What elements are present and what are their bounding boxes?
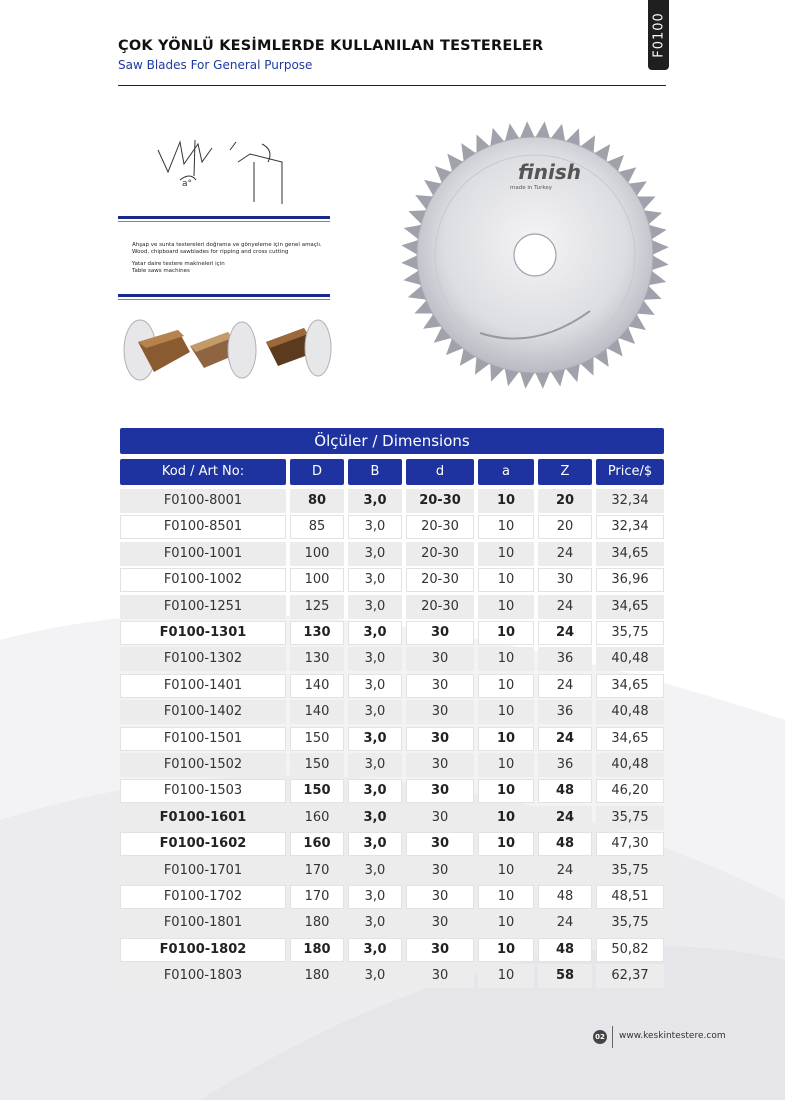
- cell-D: 180: [290, 964, 344, 988]
- cell-a: 10: [478, 621, 534, 645]
- table-row: [0, 832, 785, 856]
- cell-D: 150: [290, 727, 344, 751]
- table-row: [0, 938, 785, 962]
- cell-D: 130: [290, 621, 344, 645]
- cell-B: 3,0: [348, 885, 402, 909]
- cell-code: F0100-1251: [120, 595, 286, 619]
- cell-a: 10: [478, 700, 534, 724]
- cell-price: 32,34: [596, 515, 664, 539]
- cell-D: 160: [290, 806, 344, 830]
- cell-code: F0100-1602: [120, 832, 286, 856]
- website-link[interactable]: www.keskintestere.com: [619, 1031, 726, 1041]
- table-row: [0, 515, 785, 539]
- cell-code: F0100-8501: [120, 515, 286, 539]
- cell-Z: 48: [538, 832, 592, 856]
- cell-code: F0100-1002: [120, 568, 286, 592]
- table-row: [0, 542, 785, 566]
- cell-d: 30: [406, 806, 474, 830]
- cell-a: 10: [478, 674, 534, 698]
- wood-samples-illustration: [118, 312, 333, 384]
- cell-price: 34,65: [596, 727, 664, 751]
- cell-d: 20-30: [406, 568, 474, 592]
- cell-B: 3,0: [348, 779, 402, 803]
- product-code: F0100: [651, 12, 666, 58]
- divider-bars-top: [118, 216, 330, 225]
- table-row: [0, 859, 785, 883]
- cell-price: 40,48: [596, 647, 664, 671]
- cell-code: F0100-1301: [120, 621, 286, 645]
- cell-d: 30: [406, 938, 474, 962]
- cell-Z: 20: [538, 489, 592, 513]
- cell-price: 46,20: [596, 779, 664, 803]
- cell-price: 48,51: [596, 885, 664, 909]
- cell-code: F0100-1001: [120, 542, 286, 566]
- cell-a: 10: [478, 515, 534, 539]
- cell-a: 10: [478, 832, 534, 856]
- cell-Z: 48: [538, 779, 592, 803]
- cell-price: 36,96: [596, 568, 664, 592]
- cell-B: 3,0: [348, 911, 402, 935]
- saw-blade-image: [400, 115, 670, 395]
- column-header: D: [290, 459, 344, 485]
- cell-D: 125: [290, 595, 344, 619]
- cell-B: 3,0: [348, 542, 402, 566]
- cell-Z: 36: [538, 700, 592, 724]
- dimensions-title: Ölçüler / Dimensions: [120, 428, 664, 454]
- cell-code: F0100-1503: [120, 779, 286, 803]
- page-title: ÇOK YÖNLÜ KESİMLERDE KULLANILAN TESTERELER: [118, 38, 544, 54]
- tooth-geometry-sketch: [150, 132, 300, 210]
- table-row: [0, 647, 785, 671]
- cell-code: F0100-1302: [120, 647, 286, 671]
- saw-tooth: [535, 121, 550, 139]
- cell-price: 40,48: [596, 753, 664, 777]
- cell-a: 10: [478, 779, 534, 803]
- cell-D: 170: [290, 885, 344, 909]
- cell-a: 10: [478, 859, 534, 883]
- cell-code: F0100-1502: [120, 753, 286, 777]
- cell-B: 3,0: [348, 674, 402, 698]
- cell-B: 3,0: [348, 806, 402, 830]
- table-row: [0, 806, 785, 830]
- page-number: 02: [593, 1030, 607, 1044]
- cell-B: 3,0: [348, 621, 402, 645]
- cell-code: F0100-1803: [120, 964, 286, 988]
- angle-label: a°: [182, 179, 193, 189]
- cell-code: F0100-8001: [120, 489, 286, 513]
- cell-Z: 24: [538, 595, 592, 619]
- cell-d: 30: [406, 859, 474, 883]
- cell-D: 180: [290, 911, 344, 935]
- cell-D: 150: [290, 779, 344, 803]
- cell-Z: 24: [538, 859, 592, 883]
- cell-B: 3,0: [348, 489, 402, 513]
- cell-code: F0100-1401: [120, 674, 286, 698]
- cell-D: 100: [290, 568, 344, 592]
- cell-price: 34,65: [596, 542, 664, 566]
- cell-D: 170: [290, 859, 344, 883]
- cell-a: 10: [478, 568, 534, 592]
- column-header: a: [478, 459, 534, 485]
- table-row: [0, 779, 785, 803]
- saw-tooth: [535, 371, 550, 389]
- column-header: Z: [538, 459, 592, 485]
- cell-a: 10: [478, 727, 534, 751]
- cell-price: 35,75: [596, 859, 664, 883]
- cell-code: F0100-1601: [120, 806, 286, 830]
- saw-tooth: [651, 255, 669, 270]
- table-row: [0, 911, 785, 935]
- cell-B: 3,0: [348, 515, 402, 539]
- cell-d: 20-30: [406, 515, 474, 539]
- cell-Z: 36: [538, 647, 592, 671]
- cell-code: F0100-1802: [120, 938, 286, 962]
- cell-price: 34,65: [596, 595, 664, 619]
- cell-d: 30: [406, 779, 474, 803]
- cell-d: 30: [406, 674, 474, 698]
- column-header: Price/$: [596, 459, 664, 485]
- cell-d: 20-30: [406, 595, 474, 619]
- cell-B: 3,0: [348, 832, 402, 856]
- cell-Z: 24: [538, 674, 592, 698]
- table-row: [0, 885, 785, 909]
- table-row: [0, 621, 785, 645]
- desc-line: Ahşap ve sunta testereleri doğrama ve gönyeleme için genel amaçlı.: [132, 242, 322, 248]
- cell-d: 20-30: [406, 489, 474, 513]
- cell-price: 35,75: [596, 621, 664, 645]
- cell-price: 34,65: [596, 674, 664, 698]
- blade-brand: finish: [518, 160, 581, 184]
- table-row: [0, 753, 785, 777]
- cell-price: 35,75: [596, 806, 664, 830]
- cell-Z: 36: [538, 753, 592, 777]
- cell-code: F0100-1402: [120, 700, 286, 724]
- saw-tooth: [401, 240, 419, 255]
- cell-price: 47,30: [596, 832, 664, 856]
- cell-B: 3,0: [348, 859, 402, 883]
- cell-D: 85: [290, 515, 344, 539]
- cell-B: 3,0: [348, 964, 402, 988]
- header-divider: [118, 85, 666, 86]
- cell-Z: 58: [538, 964, 592, 988]
- cell-a: 10: [478, 595, 534, 619]
- cell-code: F0100-1501: [120, 727, 286, 751]
- cell-D: 140: [290, 674, 344, 698]
- cell-Z: 48: [538, 885, 592, 909]
- divider-bars-bottom: [118, 294, 330, 303]
- desc-line: Yatar daire testere makineleri için: [132, 261, 225, 267]
- saw-tooth: [401, 255, 419, 270]
- cell-price: 50,82: [596, 938, 664, 962]
- table-row: [0, 727, 785, 751]
- cell-B: 3,0: [348, 647, 402, 671]
- cell-code: F0100-1801: [120, 911, 286, 935]
- cell-a: 10: [478, 911, 534, 935]
- cell-d: 30: [406, 753, 474, 777]
- cell-D: 80: [290, 489, 344, 513]
- cell-a: 10: [478, 806, 534, 830]
- cell-d: 30: [406, 964, 474, 988]
- cell-Z: 24: [538, 621, 592, 645]
- cell-code: F0100-1701: [120, 859, 286, 883]
- cell-price: 40,48: [596, 700, 664, 724]
- cell-a: 10: [478, 885, 534, 909]
- cell-price: 35,75: [596, 911, 664, 935]
- cell-d: 30: [406, 832, 474, 856]
- cell-Z: 24: [538, 727, 592, 751]
- cell-a: 10: [478, 753, 534, 777]
- column-header: d: [406, 459, 474, 485]
- saw-tooth: [520, 371, 535, 389]
- cell-d: 30: [406, 621, 474, 645]
- cell-d: 30: [406, 727, 474, 751]
- cell-B: 3,0: [348, 727, 402, 751]
- cell-Z: 48: [538, 938, 592, 962]
- table-header-row: [0, 459, 785, 485]
- cell-d: 30: [406, 647, 474, 671]
- desc-line: Table saws machines: [132, 268, 190, 274]
- cell-D: 100: [290, 542, 344, 566]
- cell-a: 10: [478, 489, 534, 513]
- column-header: Kod / Art No:: [120, 459, 286, 485]
- cell-D: 160: [290, 832, 344, 856]
- cell-price: 62,37: [596, 964, 664, 988]
- table-row: [0, 595, 785, 619]
- cell-Z: 24: [538, 806, 592, 830]
- cell-B: 3,0: [348, 700, 402, 724]
- cell-B: 3,0: [348, 753, 402, 777]
- table-row: [0, 700, 785, 724]
- table-row: [0, 568, 785, 592]
- saw-tooth: [520, 121, 535, 139]
- cell-code: F0100-1702: [120, 885, 286, 909]
- footer-divider: [612, 1026, 613, 1048]
- application-description: [132, 242, 332, 275]
- cell-Z: 30: [538, 568, 592, 592]
- cell-D: 130: [290, 647, 344, 671]
- table-row: [0, 489, 785, 513]
- blade-made-in: made in Turkey: [510, 185, 553, 191]
- cell-Z: 20: [538, 515, 592, 539]
- cell-D: 180: [290, 938, 344, 962]
- cell-Z: 24: [538, 542, 592, 566]
- table-row: [0, 964, 785, 988]
- saw-tooth: [651, 240, 669, 255]
- cell-D: 150: [290, 753, 344, 777]
- cell-D: 140: [290, 700, 344, 724]
- cell-a: 10: [478, 938, 534, 962]
- cell-d: 20-30: [406, 542, 474, 566]
- column-header: B: [348, 459, 402, 485]
- cell-d: 30: [406, 911, 474, 935]
- desc-line: Wood, chipboard sawblades for ripping and cross cutting: [132, 249, 289, 255]
- cell-a: 10: [478, 542, 534, 566]
- cell-d: 30: [406, 700, 474, 724]
- cell-B: 3,0: [348, 938, 402, 962]
- page-subtitle: Saw Blades For General Purpose: [118, 58, 313, 72]
- cell-a: 10: [478, 964, 534, 988]
- table-row: [0, 674, 785, 698]
- cell-B: 3,0: [348, 568, 402, 592]
- product-code-tab: [648, 0, 669, 70]
- cell-price: 32,34: [596, 489, 664, 513]
- cell-d: 30: [406, 885, 474, 909]
- cell-B: 3,0: [348, 595, 402, 619]
- cell-a: 10: [478, 647, 534, 671]
- cell-Z: 24: [538, 911, 592, 935]
